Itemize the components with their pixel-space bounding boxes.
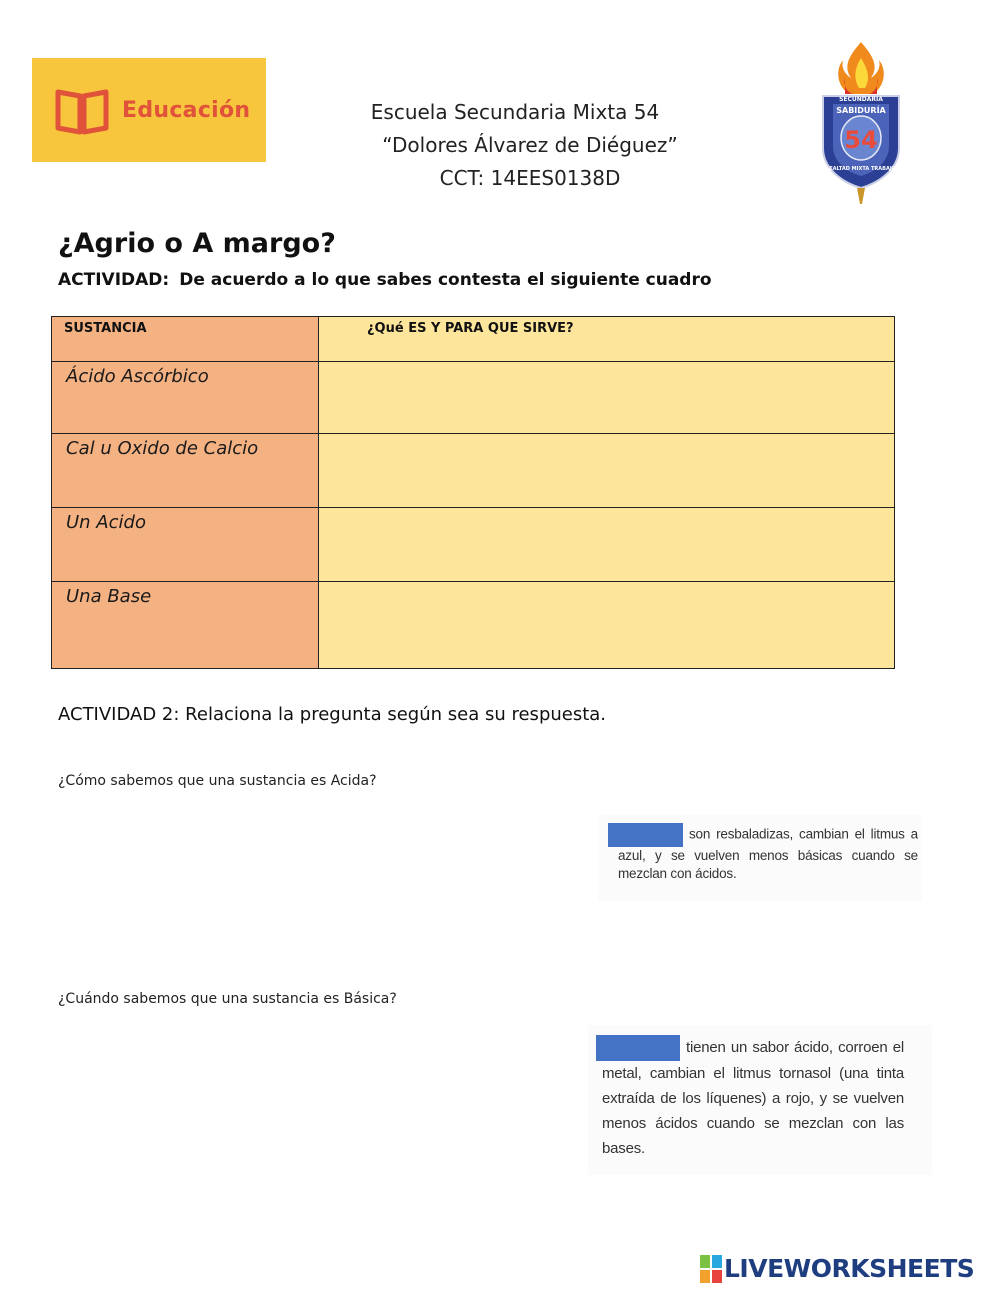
- answer-blank-dropzone[interactable]: [596, 1035, 680, 1061]
- activity1-label: ACTIVIDAD:: [58, 270, 170, 290]
- question-acid: ¿Cómo sabemos que una sustancia es Acida?: [58, 773, 377, 789]
- question-base: ¿Cuándo sabemos que una sustancia es Básica?: [58, 991, 397, 1007]
- table-row: [52, 508, 895, 582]
- answer-text: [319, 508, 894, 516]
- substance-name: Cal u Oxido de Calcio: [66, 438, 259, 459]
- answer-clipping-acid: [588, 1025, 932, 1175]
- crest-number: 54: [844, 126, 878, 154]
- page-title: ¿Agrio o A margo?: [58, 228, 336, 259]
- header-cell-description: [319, 317, 895, 362]
- substance-cell: [52, 434, 319, 508]
- activity1-instruction: [58, 270, 712, 290]
- answer-text-base: son resbaladizas, cambian el litmus a azul, y se vuelven menos básicas cuando se mezclan con ácidos.: [618, 826, 918, 881]
- substance-name: Un Acido: [66, 512, 146, 533]
- brand-text: LIVEWORKSHEETS: [724, 1254, 975, 1283]
- table-row: [52, 362, 895, 434]
- school-header: [340, 96, 720, 195]
- table-row: [52, 582, 895, 669]
- substance-cell: [52, 582, 319, 669]
- answer-blank-dropzone[interactable]: [608, 823, 683, 847]
- liveworksheets-logo-icon: [700, 1255, 722, 1283]
- table-header-row: [52, 317, 895, 362]
- table-row: [52, 434, 895, 508]
- school-cct: CCT: 14EES0138D: [439, 166, 621, 190]
- activity2-heading: ACTIVIDAD 2: Relaciona la pregunta según sea su respuesta.: [58, 704, 607, 725]
- logo-text: Educación: [122, 97, 251, 123]
- substance-name: Ácido Ascórbico: [66, 366, 209, 387]
- school-honoree: “Dolores Álvarez de Diéguez”: [382, 133, 678, 157]
- school-crest-icon: [815, 38, 907, 208]
- substance-name: Una Base: [66, 586, 152, 607]
- substance-cell: [52, 508, 319, 582]
- header-cell-substance: [52, 317, 319, 362]
- substance-cell: [52, 362, 319, 434]
- open-book-icon: [54, 82, 110, 138]
- activity1-text: De acuerdo a lo que sabes contesta el siguiente cuadro: [179, 270, 712, 290]
- header-description: ¿Qué ES Y PARA QUE SIRVE?: [367, 321, 574, 336]
- answer-cell[interactable]: [319, 362, 895, 434]
- crest-top-text: SECUNDARIA: [839, 96, 883, 103]
- school-name: Escuela Secundaria Mixta 54: [370, 100, 660, 124]
- answer-text: [319, 582, 894, 590]
- header-substance: SUSTANCIA: [64, 321, 147, 336]
- answer-cell[interactable]: [319, 508, 895, 582]
- answer-text: [319, 362, 894, 370]
- answer-cell[interactable]: [319, 582, 895, 669]
- answer-text: [319, 434, 894, 442]
- crest-bottom-text: LEALTAD MIXTA TRABAJO: [826, 166, 896, 172]
- answer-cell[interactable]: [319, 434, 895, 508]
- substance-table: [51, 316, 895, 669]
- educacion-logo: [32, 58, 266, 162]
- answer-clipping-base: [598, 815, 922, 901]
- crest-band-text: SABIDURÍA: [836, 106, 886, 115]
- liveworksheets-brand: [700, 1254, 974, 1283]
- answer-text-acid: tienen un sabor ácido, corroen el metal, cambian el litmus tornasol (una tinta extraída de los líquenes) a rojo, y se vuelven menos ácidos cuando se mezclan con las bases.: [602, 1039, 904, 1158]
